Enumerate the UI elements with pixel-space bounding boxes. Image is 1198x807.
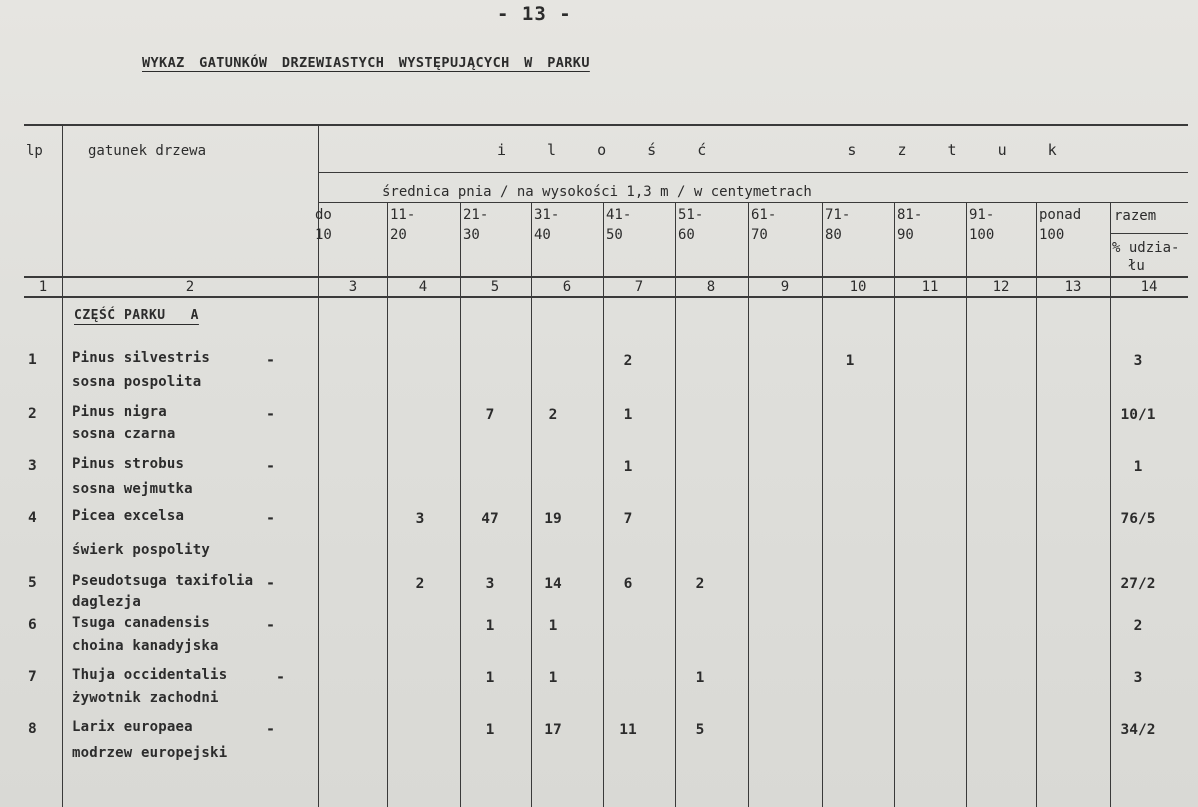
count-cell-31-40: 1 xyxy=(548,670,558,686)
range-header-top-21-30: 21- xyxy=(463,207,489,223)
row-lp: 6 xyxy=(28,617,37,633)
count-cell-31-40: 2 xyxy=(548,407,558,423)
column-number-1: 1 xyxy=(38,279,48,295)
column-number-11: 11 xyxy=(921,279,939,295)
species-latin: Pinus silvestris xyxy=(72,350,211,366)
row-total: 1 xyxy=(1133,459,1143,475)
count-cell-31-40: 1 xyxy=(548,618,558,634)
column-number-12: 12 xyxy=(992,279,1010,295)
count-cell-51-60: 1 xyxy=(695,670,705,686)
row-total: 10/1 xyxy=(1120,407,1156,423)
row-lp: 4 xyxy=(28,510,37,526)
col-line-8 xyxy=(748,202,749,807)
col-line-7 xyxy=(675,202,676,807)
page-number: - 13 - xyxy=(497,3,572,25)
range-header-bottom-ponad-100: 100 xyxy=(1039,227,1065,243)
species-polish: sosna czarna xyxy=(72,426,176,442)
column-number-2: 2 xyxy=(185,279,195,295)
col-line-3 xyxy=(387,202,388,807)
column-number-9: 9 xyxy=(780,279,790,295)
column-number-7: 7 xyxy=(634,279,644,295)
row-total: 3 xyxy=(1133,670,1143,686)
count-cell-51-60: 2 xyxy=(695,576,705,592)
range-header-bottom-71-80: 80 xyxy=(825,227,842,243)
range-header-bottom-do-10: 10 xyxy=(315,227,332,243)
count-cell-41-50: 11 xyxy=(619,722,637,738)
row-lp: 3 xyxy=(28,458,37,474)
document-title: WYKAZ GATUNKÓW DRZEWIASTYCH WYSTĘPUJĄCYCH W PARKU xyxy=(142,55,590,71)
col-line-6 xyxy=(603,202,604,807)
row-dash: - xyxy=(266,405,276,423)
species-polish: świerk pospolity xyxy=(72,542,211,558)
col-line-10 xyxy=(894,202,895,807)
species-latin: Pinus nigra xyxy=(72,404,167,420)
range-header-top-51-60: 51- xyxy=(678,207,704,223)
range-header-bottom-61-70: 70 xyxy=(751,227,768,243)
count-cell-21-30: 7 xyxy=(485,407,495,423)
column-number-8: 8 xyxy=(706,279,716,295)
range-header-bottom-21-30: 30 xyxy=(463,227,480,243)
row-dash: - xyxy=(266,720,276,738)
header-bottom-line xyxy=(24,276,1188,278)
count-cell-31-40: 17 xyxy=(544,722,562,738)
range-header-top-71-80: 71- xyxy=(825,207,851,223)
header-count xyxy=(497,141,1073,159)
row-dash: - xyxy=(266,616,276,634)
species-latin: Thuja occidentalis xyxy=(72,667,228,683)
species-latin: Tsuga canadensis xyxy=(72,615,211,631)
range-header-bottom-41-50: 50 xyxy=(606,227,623,243)
range-header-bottom-91-100: 100 xyxy=(969,227,995,243)
count-cell-71-80: 1 xyxy=(845,353,855,369)
range-header-top-line xyxy=(318,202,1188,203)
header-total: razem xyxy=(1114,208,1157,224)
species-polish: daglezja xyxy=(72,594,142,610)
column-number-4: 4 xyxy=(418,279,428,295)
species-latin: Pinus strobus xyxy=(72,456,185,472)
header-species: gatunek drzewa xyxy=(88,143,207,159)
species-polish: sosna pospolita xyxy=(72,374,202,390)
row-dash: - xyxy=(276,668,286,686)
species-polish: choina kanadyjska xyxy=(72,638,219,654)
species-polish: modrzew europejski xyxy=(72,745,228,761)
header-share-2: łu xyxy=(1128,258,1145,274)
row-total: 2 xyxy=(1133,618,1143,634)
range-header-top-ponad-100: ponad xyxy=(1039,207,1082,223)
header-diameter: średnica pnia / na wysokości 1,3 m / w centymetrach xyxy=(382,184,812,200)
row-total: 76/5 xyxy=(1120,511,1156,527)
column-number-10: 10 xyxy=(849,279,867,295)
col-line-11 xyxy=(966,202,967,807)
col-line-4 xyxy=(460,202,461,807)
range-header-top-81-90: 81- xyxy=(897,207,923,223)
count-cell-31-40: 19 xyxy=(544,511,562,527)
column-number-bottom-line xyxy=(24,296,1188,298)
column-number-13: 13 xyxy=(1064,279,1082,295)
col-line-lp xyxy=(62,124,63,807)
col-line-9 xyxy=(822,202,823,807)
diameter-header-top-line xyxy=(318,172,1188,173)
range-header-top-61-70: 61- xyxy=(751,207,777,223)
column-number-6: 6 xyxy=(562,279,572,295)
range-header-bottom-81-90: 90 xyxy=(897,227,914,243)
column-number-5: 5 xyxy=(490,279,500,295)
count-cell-11-20: 2 xyxy=(415,576,425,592)
section-heading: CZĘŚĆ PARKU A xyxy=(74,308,199,323)
species-polish: sosna wejmutka xyxy=(72,481,193,497)
range-header-top-31-40: 31- xyxy=(534,207,560,223)
row-lp: 5 xyxy=(28,575,37,591)
range-header-top-11-20: 11- xyxy=(390,207,416,223)
count-cell-21-30: 1 xyxy=(485,722,495,738)
row-lp: 7 xyxy=(28,669,37,685)
count-cell-41-50: 7 xyxy=(623,511,633,527)
range-header-bottom-31-40: 40 xyxy=(534,227,551,243)
row-total: 3 xyxy=(1133,353,1143,369)
col-line-5 xyxy=(531,202,532,807)
row-total: 27/2 xyxy=(1120,576,1156,592)
column-number-3: 3 xyxy=(348,279,358,295)
row-dash: - xyxy=(266,509,276,527)
species-polish: żywotnik zachodni xyxy=(72,690,219,706)
range-header-top-do-10: do xyxy=(315,207,332,223)
species-latin: Picea excelsa xyxy=(72,508,185,524)
count-cell-41-50: 6 xyxy=(623,576,633,592)
range-header-top-41-50: 41- xyxy=(606,207,632,223)
count-cell-21-30: 1 xyxy=(485,670,495,686)
column-number-14: 14 xyxy=(1140,279,1158,295)
row-total: 34/2 xyxy=(1120,722,1156,738)
header-share-1: % udzia- xyxy=(1112,240,1180,256)
share-separator-line xyxy=(1110,233,1188,234)
count-cell-31-40: 14 xyxy=(544,576,562,592)
header-lp: lp xyxy=(26,143,43,159)
range-header-bottom-11-20: 20 xyxy=(390,227,407,243)
header-count-label: i l o ś ć s z t u k xyxy=(497,141,1073,159)
row-lp: 2 xyxy=(28,406,37,422)
count-cell-21-30: 47 xyxy=(481,511,499,527)
count-cell-21-30: 3 xyxy=(485,576,495,592)
count-cell-41-50: 2 xyxy=(623,353,633,369)
row-dash: - xyxy=(266,351,276,369)
count-cell-11-20: 3 xyxy=(415,511,425,527)
range-header-top-91-100: 91- xyxy=(969,207,995,223)
count-cell-51-60: 5 xyxy=(695,722,705,738)
range-header-bottom-51-60: 60 xyxy=(678,227,695,243)
row-lp: 1 xyxy=(28,352,37,368)
table-top-border xyxy=(24,124,1188,126)
count-cell-41-50: 1 xyxy=(623,407,633,423)
count-cell-41-50: 1 xyxy=(623,459,633,475)
species-latin: Larix europaea xyxy=(72,719,193,735)
col-line-12 xyxy=(1036,202,1037,807)
col-line-13 xyxy=(1110,202,1111,807)
row-dash: - xyxy=(266,574,276,592)
row-dash: - xyxy=(266,457,276,475)
row-lp: 8 xyxy=(28,721,37,737)
species-latin: Pseudotsuga taxifolia xyxy=(72,573,254,589)
count-cell-21-30: 1 xyxy=(485,618,495,634)
